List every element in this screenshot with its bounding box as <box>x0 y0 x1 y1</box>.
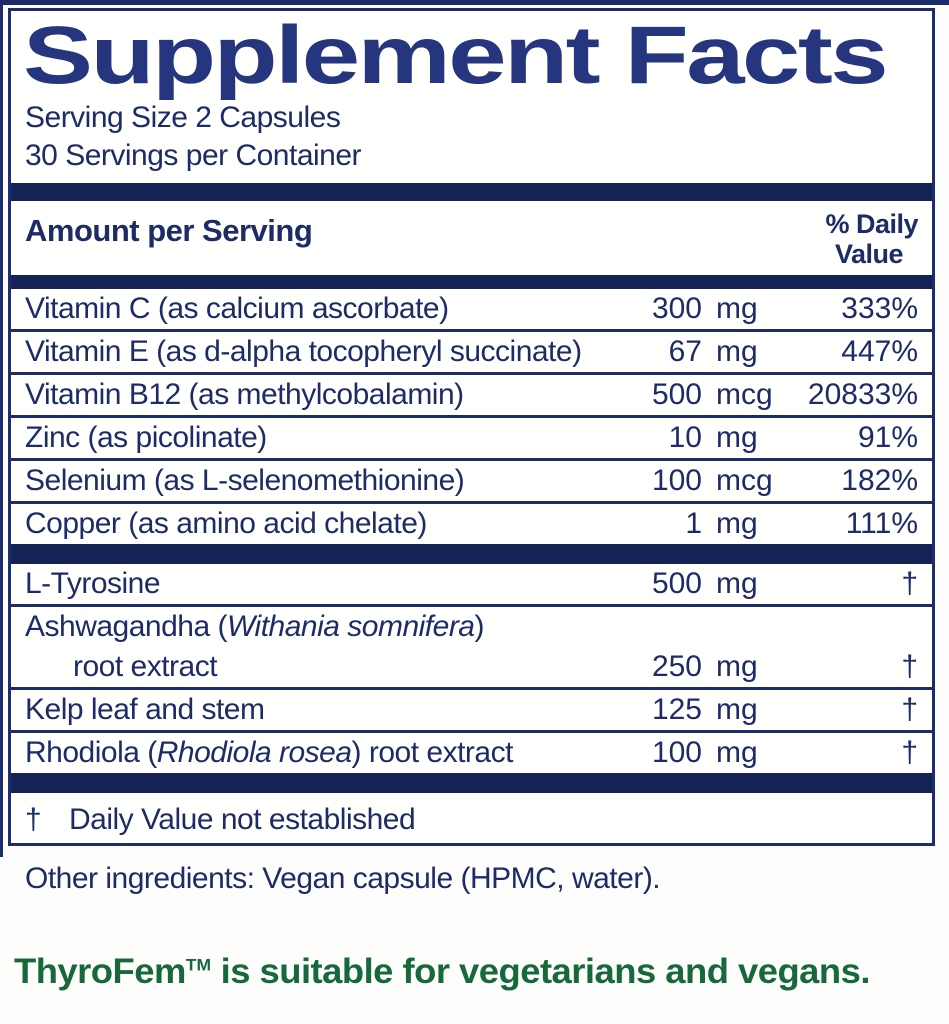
ingredient-name: Vitamin B12 (as methylcobalamin) <box>25 378 464 411</box>
daily-value: 333% <box>841 292 918 325</box>
table-row <box>11 564 932 604</box>
daily-value-header <box>825 209 918 269</box>
column-header-row <box>11 201 932 275</box>
table-row <box>11 329 932 372</box>
table-row <box>11 289 932 329</box>
amount-value: 250 <box>651 650 702 683</box>
ingredient-latin-name: Rhodiola rosea <box>156 736 352 769</box>
amount-value: 10 <box>668 421 702 454</box>
table-row <box>11 415 932 458</box>
serving-info <box>25 99 932 175</box>
table-row <box>11 501 932 544</box>
daily-value-header-line2: Value <box>834 239 903 269</box>
ingredient-latin-name: Withania somnifera <box>226 610 475 643</box>
daily-value: 20833% <box>807 378 918 411</box>
daily-value-footnote <box>11 793 932 843</box>
amount-unit: mg <box>716 650 758 683</box>
supplement-facts-panel <box>8 8 935 846</box>
daily-value-header-line1: % Daily <box>825 209 918 239</box>
amount-value: 300 <box>651 292 702 325</box>
amount-unit: mg <box>716 335 758 368</box>
daily-value: 447% <box>841 335 918 368</box>
ingredient-name-suffix: ) root extract <box>351 736 513 769</box>
amount-value: 1 <box>685 507 702 540</box>
ingredient-name: Copper (as amino acid chelate) <box>25 507 427 540</box>
daily-value: 182% <box>841 464 918 497</box>
amount-unit: mcg <box>716 464 773 497</box>
amount-per-serving-header: Amount per Serving <box>25 213 313 248</box>
outer-frame-left-line <box>0 0 3 857</box>
ingredient-name: Vitamin C (as calcium ascorbate) <box>25 292 449 325</box>
other-ingredients-text: Other ingredients: Vegan capsule (HPMC, water). <box>25 862 661 895</box>
amount-value: 500 <box>651 567 702 600</box>
table-row <box>11 687 932 730</box>
daily-value: † <box>901 693 918 726</box>
ingredient-name: Ashwagandha ( <box>25 610 227 643</box>
amount-unit: mcg <box>716 378 773 411</box>
amount-unit: mg <box>716 421 758 454</box>
table-row <box>11 643 932 687</box>
trademark-symbol: TM <box>185 955 212 975</box>
daily-value: † <box>901 650 918 683</box>
amount-unit: mg <box>716 507 758 540</box>
ingredient-name: Zinc (as picolinate) <box>25 421 267 454</box>
divider-bar <box>11 544 932 564</box>
amount-value: 500 <box>651 378 702 411</box>
ingredient-name: Rhodiola ( <box>25 736 157 769</box>
divider-bar <box>11 183 932 201</box>
daily-value: † <box>901 736 918 769</box>
vegetarian-note-text: is suitable for vegetarians and vegans. <box>211 952 870 991</box>
table-row <box>11 730 932 773</box>
outer-frame-top-line <box>0 0 949 5</box>
table-row <box>11 372 932 415</box>
divider-bar <box>11 773 932 793</box>
amount-unit: mg <box>716 567 758 600</box>
divider-bar <box>11 275 932 289</box>
vegetarian-note <box>14 952 870 992</box>
dagger-symbol: † <box>25 803 42 836</box>
ingredient-name-suffix: ) <box>474 610 484 643</box>
ingredient-name: Vitamin E (as d-alpha tocopheryl succinate) <box>25 335 582 368</box>
amount-value: 125 <box>651 693 702 726</box>
table-row <box>11 458 932 501</box>
brand-name: ThyroFem <box>14 952 186 991</box>
daily-value: 91% <box>857 421 918 454</box>
daily-value: 111% <box>845 507 918 540</box>
ingredient-name: Selenium (as L-selenomethionine) <box>25 464 465 497</box>
ingredient-name: root extract <box>73 650 218 683</box>
ingredient-name: L-Tyrosine <box>25 567 161 600</box>
amount-value: 67 <box>668 335 702 368</box>
panel-title: Supplement Facts <box>23 10 887 101</box>
amount-value: 100 <box>651 736 702 769</box>
amount-unit: mg <box>716 693 758 726</box>
amount-value: 100 <box>651 464 702 497</box>
servings-per-container: 30 Servings per Container <box>25 139 362 172</box>
daily-value: † <box>901 567 918 600</box>
ingredient-name: Kelp leaf and stem <box>25 693 265 726</box>
serving-size: Serving Size 2 Capsules <box>25 101 341 134</box>
table-row <box>11 604 932 643</box>
footnote-text: Daily Value not established <box>69 803 416 836</box>
amount-unit: mg <box>716 736 758 769</box>
amount-unit: mg <box>716 292 758 325</box>
